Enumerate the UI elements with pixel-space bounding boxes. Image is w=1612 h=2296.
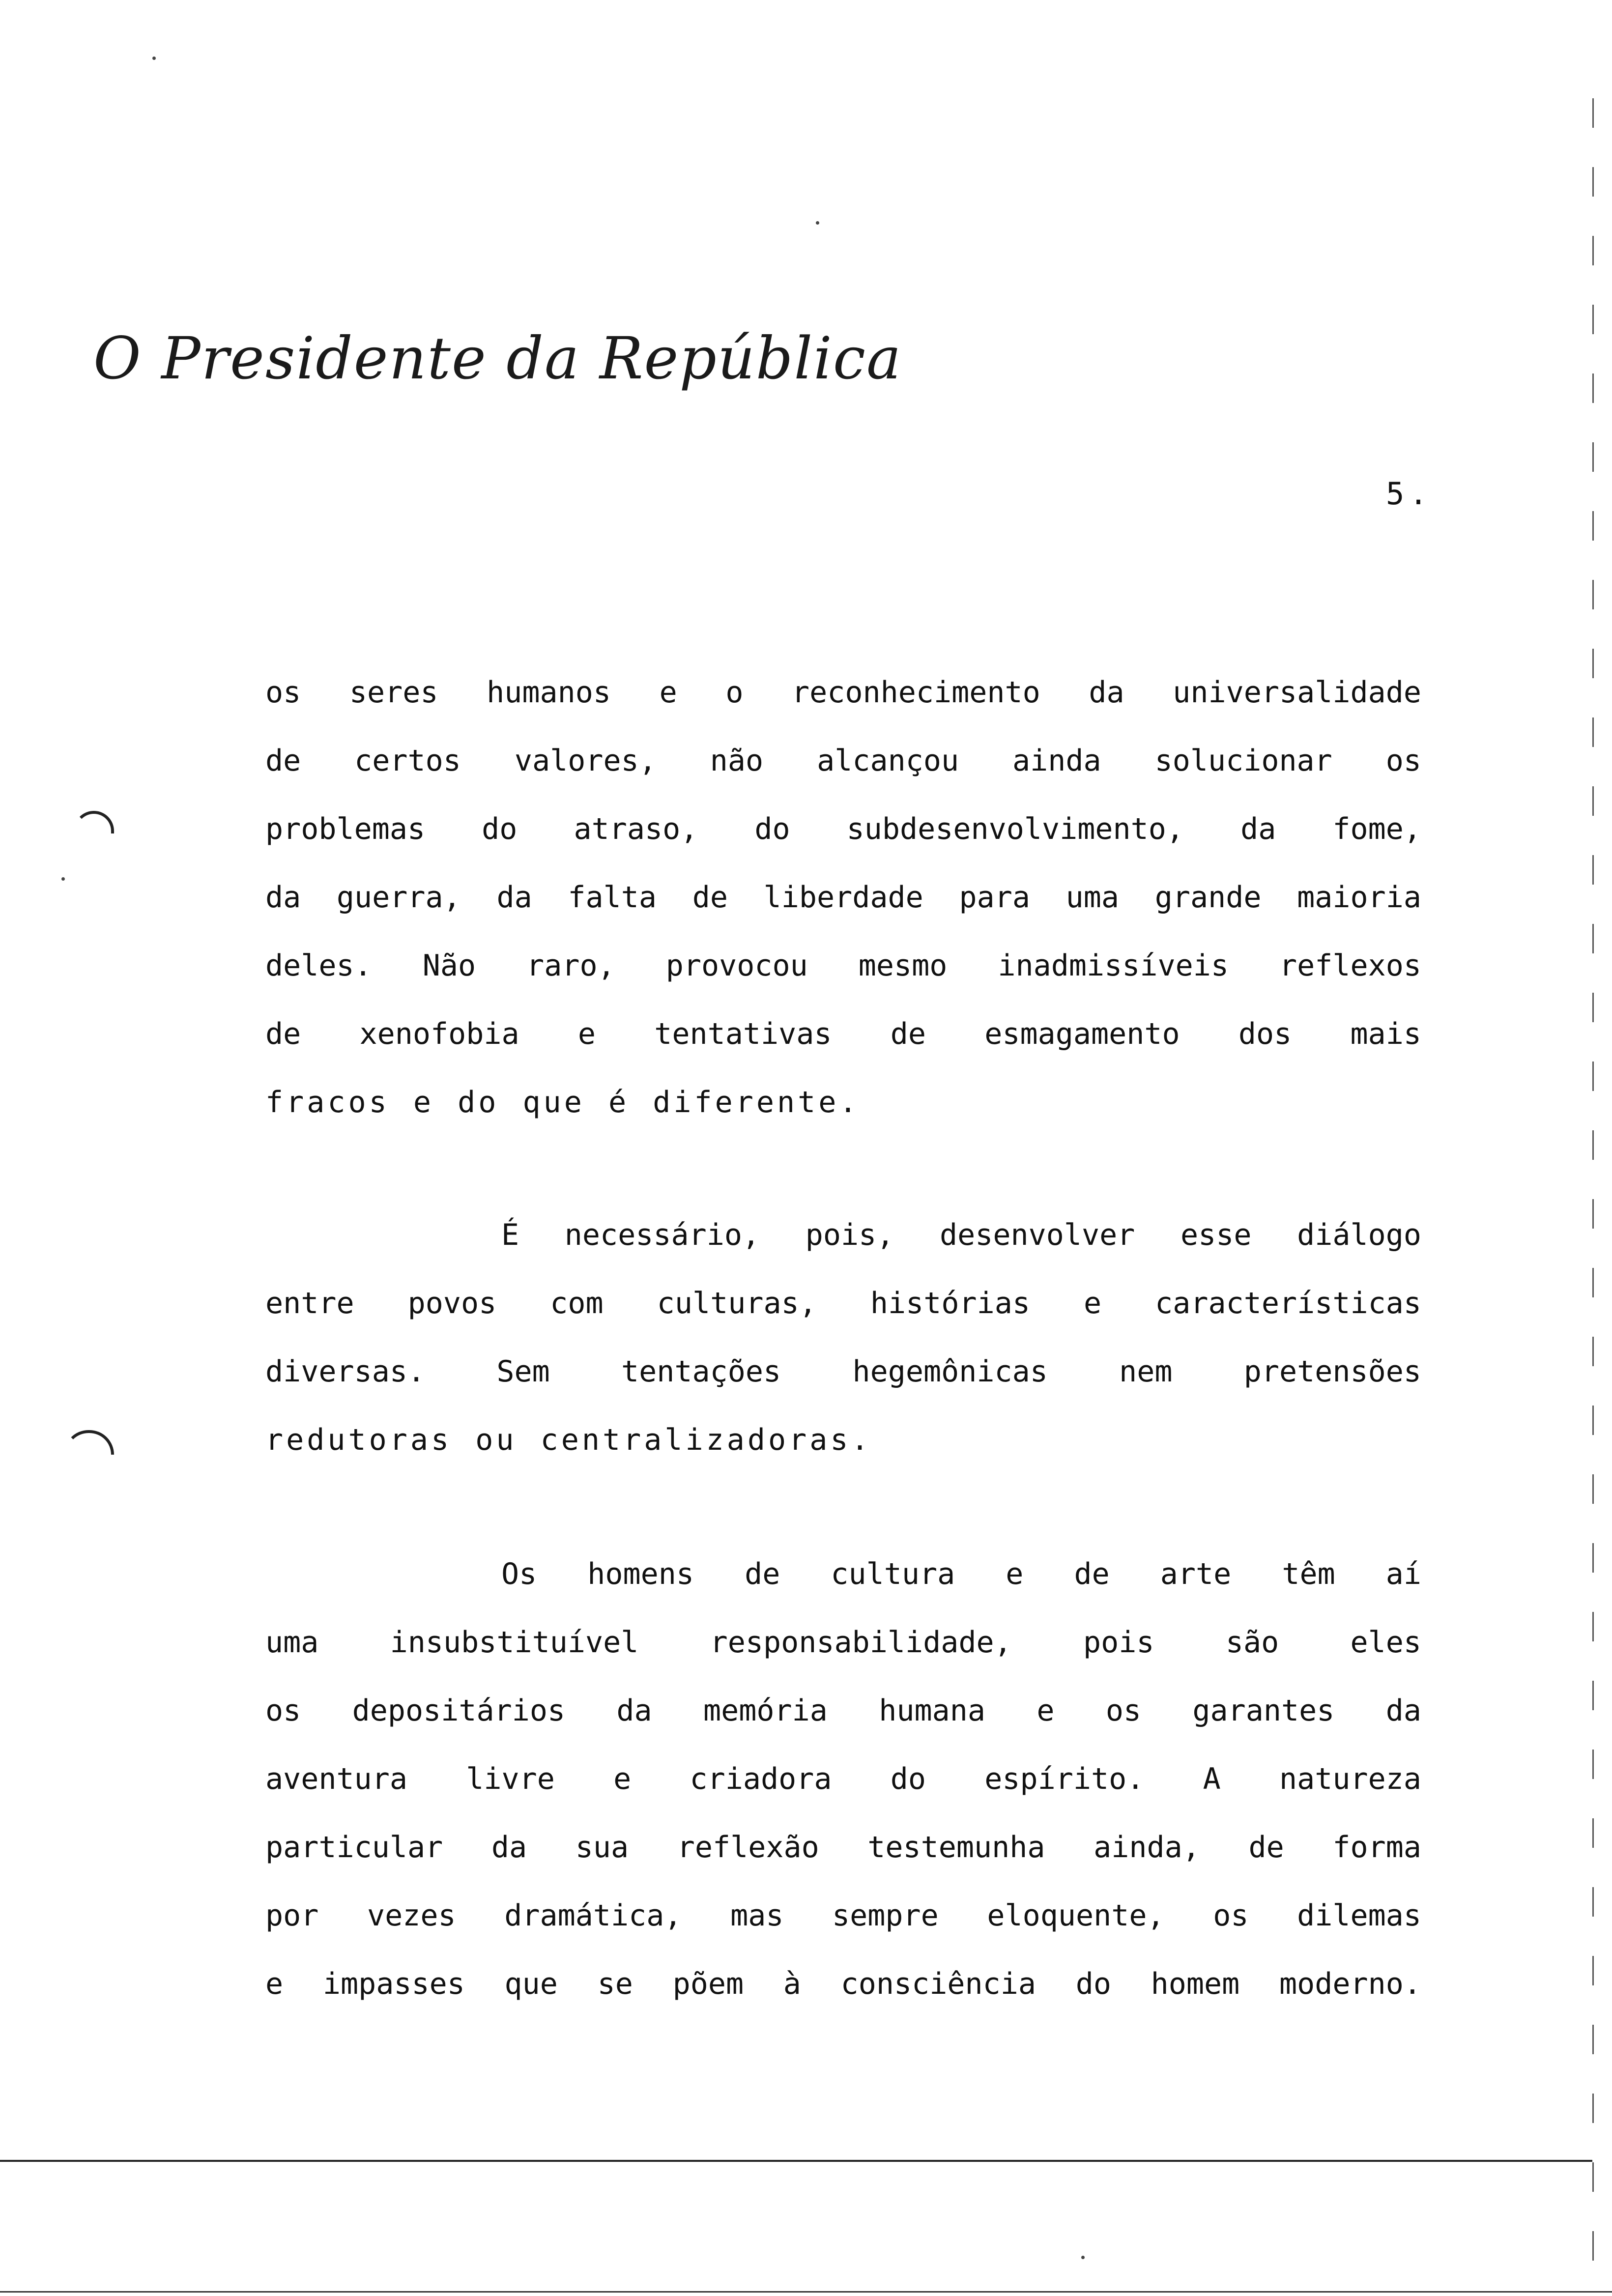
scan-speck [816,221,819,225]
text-line: da guerra, da falta de liberdade para uma grande maioria [265,880,1421,915]
text-line: redutoras ou centralizadoras. [265,1423,872,1457]
text-line: por vezes dramática, mas sempre eloquente, os dilemas [265,1898,1421,1933]
scan-speck [1081,2256,1085,2259]
paragraph-3 [265,1540,1421,2018]
text-line: os depositários da memória humana e os garantes da [265,1693,1421,1728]
scan-edge [1592,98,1594,2280]
punch-hole-mark [64,1430,114,1455]
text-line: particular da sua reflexão testemunha ainda, de forma [265,1830,1421,1865]
letterhead-title: O Presidente da República [93,324,902,392]
paragraph-2 [265,1201,1421,1474]
scan-speck [152,57,156,60]
text-line: aventura livre e criadora do espírito. A natureza [265,1762,1421,1796]
divider [0,2160,1592,2162]
text-line: os seres humanos e o reconhecimento da universalidade [265,675,1421,710]
text-line: entre povos com culturas, histórias e características [265,1286,1421,1320]
text-line: Os homens de cultura e de arte têm aí [501,1557,1421,1591]
text-line: É necessário, pois, desenvolver esse diálogo [501,1218,1421,1252]
text-line: de certos valores, não alcançou ainda solucionar os [265,744,1421,778]
text-line: diversas. Sem tentações hegemônicas nem pretensões [265,1354,1421,1389]
text-line: deles. Não raro, provocou mesmo inadmissíveis reflexos [265,948,1421,983]
scan-speck [61,877,65,881]
page-number: 5. [1386,476,1433,512]
page-edge [0,2291,1612,2293]
text-line: e impasses que se põem à consciência do homem moderno. [265,1967,1421,2001]
paragraph-1 [265,659,1421,1137]
text-line: problemas do atraso, do subdesenvolvimento, da fome, [265,812,1421,846]
text-line: fracos e do que é diferente. [265,1085,860,1119]
punch-hole-mark [74,811,114,833]
text-line: de xenofobia e tentativas de esmagamento dos mais [265,1017,1421,1051]
text-line: uma insubstituível responsabilidade, pois são eles [265,1625,1421,1660]
